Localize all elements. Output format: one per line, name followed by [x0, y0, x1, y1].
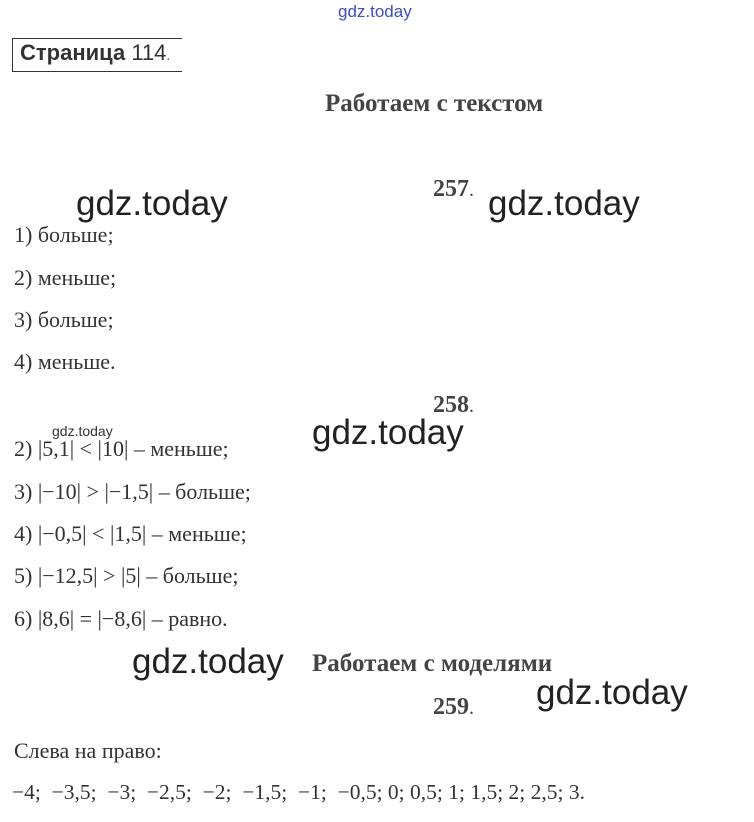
task-257-number — [433, 176, 474, 203]
watermark-5: gdz.today — [536, 673, 688, 712]
task-259-number — [433, 694, 474, 721]
section-title-models: Работаем с моделями — [312, 650, 553, 677]
watermark-1: gdz.today — [76, 184, 228, 223]
top-watermark[interactable]: gdz.today — [338, 2, 412, 21]
watermark-4: gdz.today — [132, 642, 284, 681]
task-257-number-text: 257 — [433, 176, 469, 202]
task-259-number-text: 259 — [433, 694, 469, 720]
watermark-2: gdz.today — [488, 184, 640, 223]
task-259-sequence: −4; −3,5; −3; −2,5; −2; −1,5; −1; −0,5; 0; 0,5; 1; 1,5; 2; 2,5; 3. — [12, 780, 586, 804]
task-257-answer-1: 1) больше; — [14, 222, 114, 247]
task-259-dot: . — [469, 697, 474, 719]
task-257-answer-2: 2) меньше; — [14, 265, 117, 290]
watermark-3: gdz.today — [312, 413, 464, 452]
task-258-answer-2: 2) |5,1| < |10| – меньше; — [14, 436, 229, 461]
section-title-text-work: Работаем с текстом — [325, 90, 544, 117]
task-258-dot: . — [469, 395, 474, 417]
task-258-answer-3: 3) |−10| > |−1,5| – больше; — [14, 479, 251, 504]
task-257-answer-3: 3) больше; — [14, 307, 114, 332]
task-258-answer-5: 5) |−12,5| > |5| – больше; — [14, 563, 239, 588]
task-258-answer-4: 4) |−0,5| < |1,5| – меньше; — [14, 521, 247, 546]
watermark-small: gdz.today — [52, 423, 113, 439]
page-number-dot: . — [166, 47, 171, 63]
page-number: 114 — [131, 40, 167, 65]
task-258-answer-6: 6) |8,6| = |−8,6| – равно. — [14, 606, 228, 631]
page-label-text: Страница — [20, 40, 126, 65]
task-259-intro: Слева на право: — [14, 738, 162, 763]
page-heading — [20, 40, 170, 66]
task-257-dot: . — [469, 179, 474, 201]
task-257-answer-4: 4) меньше. — [14, 349, 116, 374]
task-258-number-text: 258 — [433, 392, 469, 418]
